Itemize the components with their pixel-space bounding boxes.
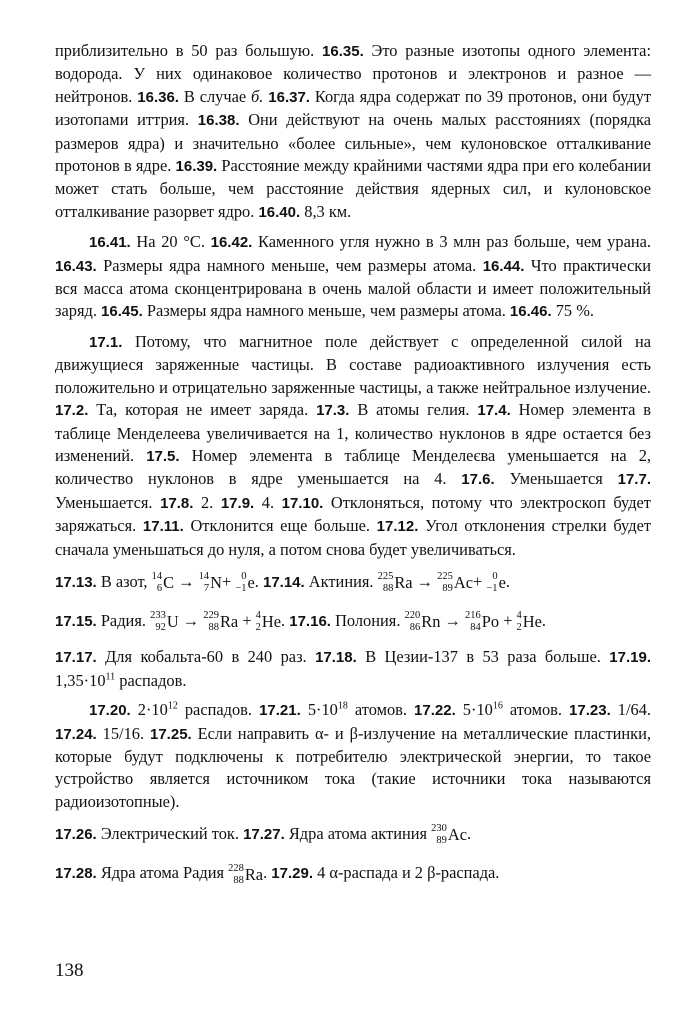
paragraph-17-17 xyxy=(55,646,651,692)
element-symbol: e xyxy=(247,573,255,593)
problem-number: 17.11. xyxy=(142,518,184,536)
text-run: 4. xyxy=(254,492,282,512)
mass-number: 216 xyxy=(465,610,481,622)
text-run: приблизительно в 50 раз большую. xyxy=(55,41,323,60)
text-run: → xyxy=(174,571,199,591)
text-run: В случае xyxy=(178,86,252,106)
exponent: 11 xyxy=(105,671,116,683)
problem-number: 17.5. xyxy=(146,447,180,465)
atomic-number: 2 xyxy=(516,622,522,634)
nuclide-numbers xyxy=(437,571,453,595)
atomic-number: −1 xyxy=(486,583,498,595)
text-run: Для кобальта-60 в 240 раз. xyxy=(96,647,316,667)
atomic-number: −1 xyxy=(235,583,247,595)
problem-number: 16.35. xyxy=(322,43,364,60)
problem-number: 17.14. xyxy=(262,573,305,591)
nuclide xyxy=(465,605,499,639)
nuclide-numbers xyxy=(228,863,244,887)
text-run: Когда ядра содержат по 39 протонов, они будут изотопами иттрия. xyxy=(55,86,651,130)
text-run: Электрический ток. xyxy=(96,824,244,844)
nuclide-numbers xyxy=(203,610,219,634)
text-run: . xyxy=(505,571,510,591)
italic-text: б. xyxy=(251,86,264,106)
text-run: Ядра атома актиния xyxy=(284,824,432,844)
mass-number: 233 xyxy=(150,610,166,622)
text-run: Радия. xyxy=(96,611,151,631)
text-run: → xyxy=(412,571,438,591)
text-run: В Цезии-137 в 53 раза больше. xyxy=(356,647,610,667)
text-run: атомов. xyxy=(502,700,570,720)
nuclide-numbers xyxy=(378,571,394,595)
text-run: Они действуют на очень малых расстояниях (порядка размеров ядра) и значительно «более сильные», чем кулоновское отталкивание протонов в ядре. xyxy=(55,110,651,176)
nuclide-numbers xyxy=(199,571,210,595)
text-run: Номер элемента в таблице Менделеева увеличивается на 1, количество нуклонов в ядре остается без изменений. xyxy=(55,400,651,465)
problem-number: 16.38. xyxy=(197,112,240,130)
text-run: Ядра атома Радия xyxy=(96,863,229,883)
text-run: В атомы гелия. xyxy=(349,400,478,420)
element-symbol: He xyxy=(522,612,542,632)
equation-17-13 xyxy=(55,565,651,600)
nuclide-numbers xyxy=(150,610,166,634)
problem-number: 17.10. xyxy=(281,494,324,512)
problem-number: 17.3. xyxy=(316,402,350,420)
element-symbol: Ac xyxy=(447,825,468,845)
text-run: Отклоняться, потому что электроскоп будет заряжаться. xyxy=(55,492,651,536)
atomic-number: 86 xyxy=(409,622,421,634)
nuclide xyxy=(517,605,542,639)
text-run: 75 %. xyxy=(551,301,594,321)
nuclide-numbers xyxy=(486,571,497,595)
problem-number: 16.46. xyxy=(509,303,552,321)
mass-number: 225 xyxy=(437,571,453,583)
mass-number: 0 xyxy=(241,571,247,583)
element-symbol: C xyxy=(163,573,175,593)
problem-number: 17.22. xyxy=(414,702,456,720)
problem-number: 16.42. xyxy=(210,234,253,252)
problem-number: 16.39. xyxy=(175,158,218,176)
equation-17-26 xyxy=(55,817,651,852)
text-run: → xyxy=(178,611,204,631)
problem-number: 17.20. xyxy=(89,702,131,720)
text-run: 5·10 xyxy=(455,700,493,720)
element-symbol: U xyxy=(166,612,179,632)
nuclide xyxy=(431,818,467,852)
text-run: Размеры ядра намного меньше, чем размеры атома. xyxy=(142,301,510,321)
text-run: 2·10 xyxy=(130,700,168,720)
nuclide xyxy=(152,566,174,600)
mass-number: 14 xyxy=(198,571,210,583)
text-run: + xyxy=(238,611,256,631)
text-run: Уменьшается. xyxy=(55,492,161,512)
nuclide xyxy=(235,566,254,600)
text-run: Номер элемента в таблице Менделеєва уменьшается на 2, количество нуклонов в ядре уменьшается на 4. xyxy=(55,445,652,489)
problem-number: 17.6. xyxy=(461,471,495,489)
problem-number: 16.45. xyxy=(101,303,143,321)
atomic-number: 2 xyxy=(255,622,261,634)
nuclide xyxy=(228,858,263,892)
answer-page xyxy=(55,40,651,896)
problem-number: 17.16. xyxy=(289,613,331,631)
problem-number: 17.9. xyxy=(220,494,255,512)
text-run: Если направить α- и β-излучение на металлические пластинки, которые будут подключены к потребителю электрической энергии, то такое устройство является источником тока (такие источники тока называются радиоизотопные). xyxy=(55,723,651,811)
text-run: Что практически вся масса атома сконцентрирована в очень малой области и имеет положительный заряд. xyxy=(55,255,651,321)
text-run: Потому, что магнитное поле действует с определенной силой на движущиеся заряженные частицы. В составе радиоактивного излучения есть положительно и отрицательно заряженные частицы, а также нейтральное излучение. xyxy=(55,331,651,397)
problem-number: 17.27. xyxy=(243,826,285,844)
nuclide-numbers xyxy=(152,571,163,595)
problem-number: 16.41. xyxy=(89,234,131,252)
mass-number: 228 xyxy=(228,862,244,874)
element-symbol: Ra xyxy=(394,573,413,593)
text-run: . xyxy=(254,571,263,591)
text-run: Уменьшается xyxy=(494,469,618,489)
problem-number: 17.28. xyxy=(55,865,97,883)
mass-number: 230 xyxy=(431,823,447,835)
nuclide xyxy=(203,605,238,639)
nuclide-numbers xyxy=(517,610,522,634)
nuclide-numbers xyxy=(431,823,447,847)
text-run: + xyxy=(221,571,236,591)
element-symbol: Ra xyxy=(220,612,239,632)
problem-number: 17.15. xyxy=(55,613,97,631)
atomic-number: 88 xyxy=(233,874,244,886)
text-run: Это разные изотопы одного элемента: водорода. У них одинаковое количество протонов и электронов и разное — нейтронов. xyxy=(55,41,652,106)
text-run: В азот, xyxy=(96,571,152,591)
nuclide-numbers xyxy=(465,610,481,634)
atomic-number: 88 xyxy=(208,622,219,634)
nuclide xyxy=(405,605,441,639)
element-symbol: Rn xyxy=(421,612,441,632)
nuclide-numbers xyxy=(235,571,246,595)
paragraph-16-35 xyxy=(55,40,651,224)
mass-number: 225 xyxy=(377,571,394,583)
text-run: . xyxy=(467,824,472,844)
problem-number: 17.25. xyxy=(150,725,192,743)
problem-number: 17.24. xyxy=(55,725,97,743)
problem-number: 17.19. xyxy=(609,649,651,667)
atomic-number: 84 xyxy=(470,622,481,634)
problem-number: 17.26. xyxy=(55,826,97,844)
paragraph-17-20 xyxy=(55,699,651,813)
atomic-number: 6 xyxy=(156,583,163,595)
problem-number: 16.44. xyxy=(482,257,525,275)
text-run: Угол отклонения стрелки будет сначала уменьшаться до нуля, а потом снова будет увеличиваться. xyxy=(55,516,652,559)
problem-number: 17.13. xyxy=(55,573,97,591)
element-symbol: He xyxy=(261,612,282,632)
nuclide xyxy=(486,566,505,600)
mass-number: 4 xyxy=(516,610,522,622)
problem-number: 17.12. xyxy=(376,518,419,536)
text-run: Та, которая не имеет заряда. xyxy=(88,400,317,420)
text-run: 4 α-распада и 2 β-распада. xyxy=(313,863,500,883)
problem-number: 16.40. xyxy=(258,203,301,221)
text-run: + xyxy=(473,571,487,591)
text-run: На 20 °C. xyxy=(130,232,211,252)
text-run: 5·10 xyxy=(300,700,338,720)
atomic-number: 92 xyxy=(155,622,166,634)
atomic-number: 7 xyxy=(203,583,210,595)
atomic-number: 88 xyxy=(382,583,394,595)
element-symbol: Ac xyxy=(453,573,474,593)
nuclide xyxy=(378,566,413,600)
element-symbol: Ra xyxy=(244,864,264,884)
element-symbol: Po xyxy=(481,612,500,632)
problem-number: 17.21. xyxy=(259,702,301,720)
equation-17-28 xyxy=(55,856,651,891)
mass-number: 14 xyxy=(151,571,163,583)
nuclide-numbers xyxy=(256,610,261,634)
problem-number: 17.1. xyxy=(89,333,123,351)
problem-number: 16.43. xyxy=(55,257,97,275)
atomic-number: 89 xyxy=(442,583,453,595)
mass-number: 4 xyxy=(255,610,261,622)
paragraph-17-1 xyxy=(55,331,651,561)
element-symbol: N xyxy=(210,573,222,593)
mass-number: 229 xyxy=(203,610,219,622)
text-run: Расстояние между крайними частями ядра при его колебании может стать больше, чем расстояние действия ядерных сил, и кулоновское отталкивание разорвет ядро. xyxy=(55,156,651,221)
exponent: 16 xyxy=(492,700,503,712)
element-symbol: e xyxy=(498,573,506,593)
paragraph-16-41 xyxy=(55,231,651,324)
mass-number: 220 xyxy=(404,610,421,622)
problem-number: 16.36. xyxy=(137,88,179,106)
text-run: 2. xyxy=(193,492,221,512)
nuclide xyxy=(199,566,222,600)
text-run: . xyxy=(541,611,547,631)
problem-number: 16.37. xyxy=(268,88,310,106)
text-run: атомов. xyxy=(347,700,415,720)
atomic-number: 89 xyxy=(436,835,447,847)
text-run: 1,35·10 xyxy=(55,670,106,690)
nuclide xyxy=(256,605,281,639)
text-run: Размеры ядра намного меньше, чем размеры атома. xyxy=(96,255,483,275)
problem-number: 17.17. xyxy=(55,649,97,667)
text-run: распадов. xyxy=(177,700,260,720)
text-run: Отклонится еще больше. xyxy=(183,516,377,536)
text-run: . xyxy=(281,611,290,631)
text-run: → xyxy=(440,611,466,631)
exponent: 18 xyxy=(337,700,348,712)
exponent: 12 xyxy=(167,700,178,712)
nuclide xyxy=(437,566,473,600)
problem-number: 17.8. xyxy=(160,494,194,512)
mass-number: 0 xyxy=(492,571,498,583)
problem-number: 17.7. xyxy=(617,471,651,489)
nuclide-numbers xyxy=(405,610,421,634)
equation-17-15 xyxy=(55,604,651,639)
text-run: 15/16. xyxy=(96,723,150,743)
text-run: . xyxy=(263,863,272,883)
text-run: 8,3 км. xyxy=(300,201,352,221)
problem-number: 17.2. xyxy=(55,402,89,420)
text-run: + xyxy=(499,611,517,631)
page-number: 138 xyxy=(55,960,84,981)
text-run: Полония. xyxy=(330,611,405,631)
problem-number: 17.4. xyxy=(477,402,511,420)
problem-number: 17.23. xyxy=(569,702,611,720)
problem-number: 17.18. xyxy=(315,649,357,667)
text-run: 1/64. xyxy=(610,700,652,720)
text-run: Каменного угля нужно в 3 млн раз больше, чем урана. xyxy=(252,232,651,252)
nuclide xyxy=(150,605,179,639)
text-run: распадов. xyxy=(115,670,187,690)
problem-number: 17.29. xyxy=(271,865,313,883)
text-run: Актиния. xyxy=(304,571,378,591)
